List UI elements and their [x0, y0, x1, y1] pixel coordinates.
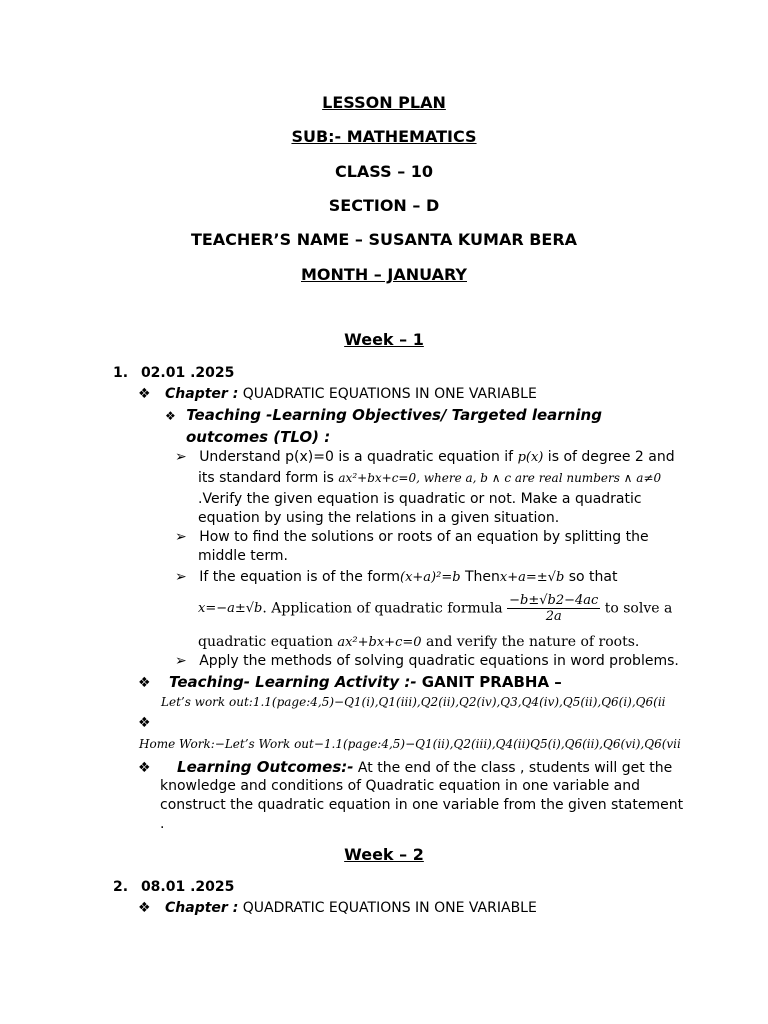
formula-denominator: 2a: [545, 609, 562, 624]
obj4-text: Apply the methods of solving quadratic equations in word problems.: [199, 653, 679, 669]
obj3-l2-math: x=−a±√b: [198, 601, 263, 616]
outcomes-label: Learning Outcomes:-: [177, 758, 354, 776]
activity-value: GANIT PRABHA –: [421, 673, 562, 691]
chapter-label: Chapter :: [165, 386, 239, 402]
obj3-l2-text: . Application of quadratic formula: [262, 600, 508, 617]
obj1-l2-text: its standard form is: [198, 470, 339, 486]
arrow-bullet-icon: ➢: [175, 569, 187, 585]
objective-3-line3: [198, 634, 639, 650]
formula-numerator: −b±√b2−4ac: [509, 593, 599, 608]
outcomes-line4: .: [160, 816, 165, 832]
objective-1-line2: [198, 470, 661, 486]
obj3-then: Then: [460, 569, 500, 585]
chapter-label: Chapter :: [165, 900, 239, 916]
week1-chapter: [138, 386, 537, 402]
section-line: SECTION – D: [328, 196, 440, 215]
week2-date: 08.01 .2025: [140, 879, 235, 895]
outcomes-line1: At the end of the class , students will get the: [353, 760, 673, 776]
arrow-bullet-icon: ➢: [175, 449, 187, 465]
obj3-l3-text: quadratic equation: [198, 634, 338, 650]
week1-heading: Week – 1: [344, 330, 424, 349]
quadratic-formula: [507, 593, 600, 624]
objective-2-line2: middle term.: [198, 548, 288, 564]
diamond-bullet-icon: ❖: [138, 386, 151, 402]
small-diamond-bullet-icon: ❖: [165, 409, 176, 423]
tlo-line2: outcomes (TLO) :: [186, 428, 331, 446]
arrow-bullet-icon: ➢: [175, 653, 187, 669]
week1-entry: [113, 365, 234, 381]
month-line: MONTH – JANUARY: [301, 265, 467, 284]
obj1-l2-math: ax²+bx+c=0, where a, b ∧ c are real numbers ∧ a≠0: [338, 471, 662, 485]
objective-1: [175, 449, 675, 465]
outcomes-line2: knowledge and conditions of Quadratic equation in one variable and: [160, 778, 640, 794]
objective-3: [175, 569, 618, 585]
activity-label: Teaching- Learning Activity :-: [169, 673, 422, 691]
obj3-l3-math: ax²+bx+c=0: [337, 635, 422, 650]
diamond-bullet-icon: ❖: [138, 760, 151, 776]
doc-title: LESSON PLAN: [322, 93, 446, 112]
week2-chapter: [138, 900, 537, 916]
week2-heading: Week – 2: [344, 845, 424, 864]
tlo-line1: Teaching -Learning Objectives/ Targeted learning: [186, 406, 602, 424]
obj3-math2: x+a=±√b: [499, 570, 565, 585]
week2-number: 2.: [113, 879, 129, 895]
objective-4: [175, 653, 679, 669]
outcomes-line3: construct the quadratic equation in one variable from the given statement: [160, 797, 684, 813]
week2-entry: [113, 879, 234, 895]
objective-3-line2: [198, 593, 672, 624]
obj3-math1: (x+a)²=b: [400, 570, 461, 585]
tlo-heading: [165, 406, 602, 424]
week1-number: 1.: [113, 365, 129, 381]
obj3-l2-text-b: to solve a: [600, 600, 673, 617]
chapter-value: QUADRATIC EQUATIONS IN ONE VARIABLE: [238, 900, 537, 916]
obj2-text: How to find the solutions or roots of an equation by splitting the: [199, 529, 649, 545]
diamond-bullet-icon: ❖: [138, 900, 151, 916]
objective-1-line3: .Verify the given equation is quadratic or not. Make a quadratic: [198, 491, 642, 507]
obj1-math: p(x): [517, 450, 544, 465]
diamond-bullet-icon: ❖: [138, 675, 151, 691]
teacher-line: TEACHER’S NAME – SUSANTA KUMAR BERA: [190, 230, 578, 249]
week1-date: 02.01 .2025: [140, 365, 235, 381]
learning-outcomes: [138, 758, 672, 776]
arrow-bullet-icon: ➢: [175, 529, 187, 545]
teaching-activity: [138, 673, 562, 691]
obj3-text: If the equation is of the form: [199, 569, 400, 585]
classwork-line: Let’s work out:1.1(page:4,5)−Q1(i),Q1(iii),Q2(ii),Q2(iv),Q3,Q4(iv),Q5(ii),Q6(i),Q6(ii: [161, 695, 666, 709]
subject-line: SUB:- MATHEMATICS: [291, 127, 477, 146]
obj3-sothat: so that: [564, 569, 618, 585]
obj3-l3-text-b: and verify the nature of roots.: [421, 634, 640, 650]
diamond-bullet-icon: ❖: [138, 715, 151, 731]
objective-1-line4: equation by using the relations in a given situation.: [198, 510, 560, 526]
homework-line: Home Work:−Let’s Work out−1.1(page:4,5)−Q1(ii),Q2(iii),Q4(ii)Q5(i),Q6(ii),Q6(vi),Q6(vii: [139, 737, 681, 751]
objective-2: [175, 529, 649, 545]
class-line: CLASS – 10: [334, 162, 434, 181]
obj1-text-b: is of degree 2 and: [543, 449, 675, 465]
homework-bullet: [138, 715, 151, 731]
chapter-value: QUADRATIC EQUATIONS IN ONE VARIABLE: [238, 386, 537, 402]
obj1-text: Understand p(x)=0 is a quadratic equation if: [199, 449, 518, 465]
